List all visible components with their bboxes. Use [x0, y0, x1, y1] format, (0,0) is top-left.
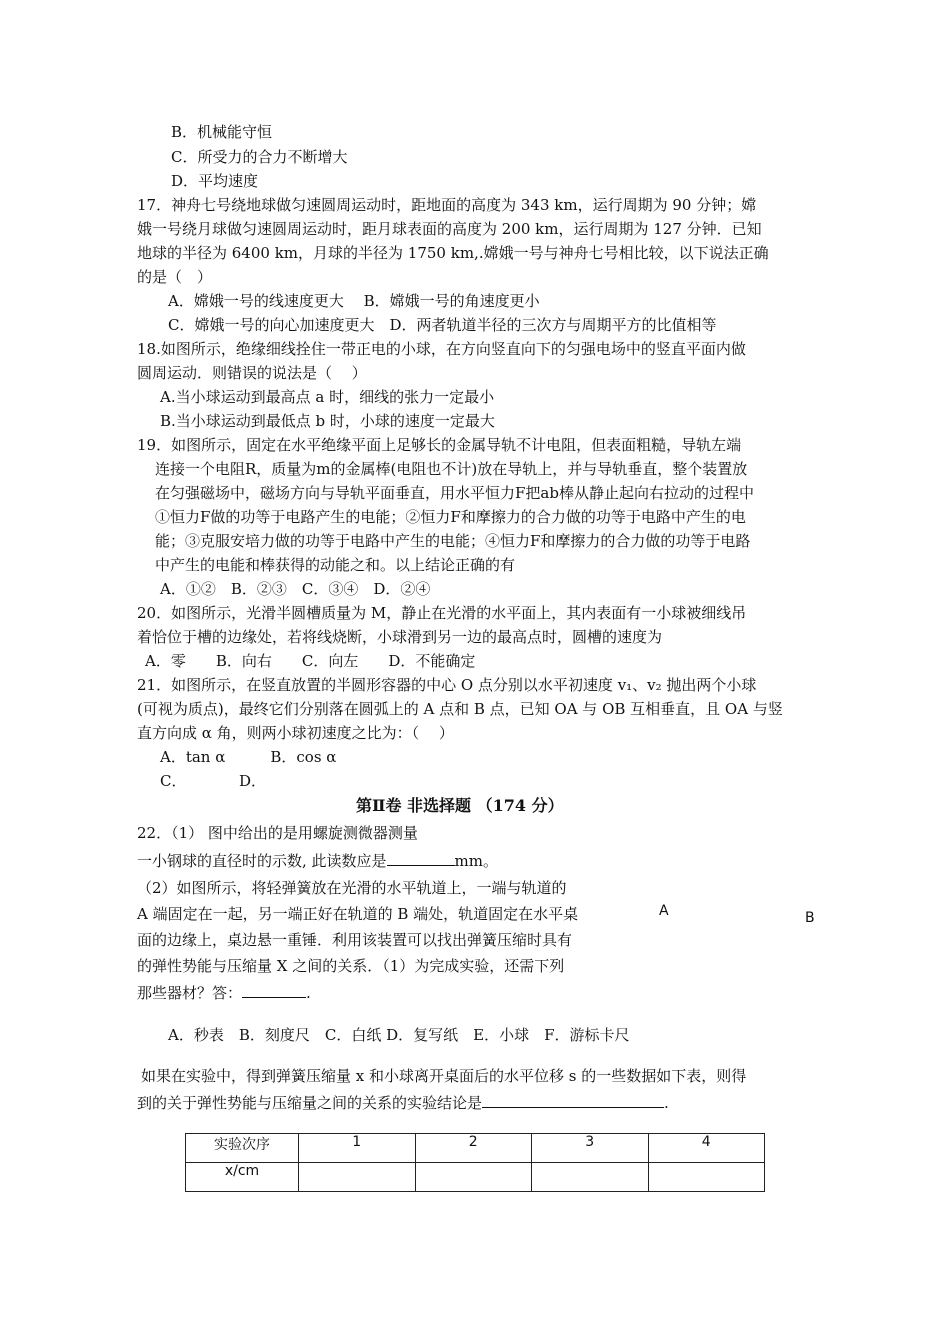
q21-options-ab: A．tan α B．cos α	[160, 748, 337, 766]
q20-line-1: 20．如图所示，光滑半圆槽质量为 M，静止在光滑的水平面上，其内表面有一小球被细线吊	[137, 604, 747, 622]
q22-line-5: 面的边缘上，桌边悬一重锤．利用该装置可以找出弹簧压缩时具有	[137, 931, 573, 949]
table-row	[186, 1134, 765, 1163]
q19-line-2: 连接一个电阻R，质量为m的金属棒(电阻也不计)放在导轨上，并与导轨垂直，整个装置放	[155, 460, 748, 478]
q22-line-4: A 端固定在一起，另一端正好在轨道的 B 端处，轨道固定在水平桌	[137, 905, 579, 923]
q19-line-4: ①恒力F做的功等于电路产生的电能；②恒力F和摩擦力的合力做的功等于电路中产生的电	[155, 508, 746, 526]
q18-option-a: A.当小球运动到最高点 a 时，细线的张力一定最小	[160, 388, 495, 406]
diagram-label-b: B	[805, 910, 815, 926]
q19-line-6: 中产生的电能和棒获得的动能之和。以上结论正确的有	[155, 556, 516, 574]
q22-line-7-end: .	[306, 984, 311, 1002]
table-cell	[299, 1163, 416, 1192]
q19-options: A．①② B．②③ C．③④ D．②④	[160, 580, 431, 598]
q21-line-3: 直方向成 α 角，则两小球初速度之比为：（ ）	[137, 724, 454, 742]
q22-line-3: （2）如图所示，将轻弹簧放在光滑的水平轨道上，一端与轨道的	[137, 879, 567, 897]
q16-option-d: D．平均速度	[171, 172, 259, 190]
q22-options: A．秒表 B．刻度尺 C．白纸 D．复写纸 E．小球 F．游标卡尺	[168, 1026, 630, 1044]
table-cell	[415, 1163, 532, 1192]
q17-line-4: 的是（ ）	[137, 268, 213, 286]
q21-line-1: 21．如图所示，在竖直放置的半圆形容器的中心 O 点分别以水平初速度 v₁、v₂ 抛出两个小球	[137, 676, 757, 694]
table-header-cell: 2	[415, 1134, 532, 1163]
q19-line-3: 在匀强磁场中，磁场方向与导轨平面垂直，用水平恒力F把ab棒从静止起向右拉动的过程中	[155, 484, 754, 502]
q22-equipment-blank	[242, 982, 306, 998]
q22-line-6: 的弹性势能与压缩量 X 之间的关系．（1）为完成实验，还需下列	[137, 957, 565, 975]
q17-line-1: 17．神舟七号绕地球做匀速圆周运动时，距地面的高度为 343 km，运行周期为 90 分钟；嫦	[137, 196, 757, 214]
q21-options-cd: C． D．	[160, 772, 267, 790]
q22-line-9-end: .	[664, 1094, 669, 1112]
table-header-cell: 3	[532, 1134, 649, 1163]
q18-option-b: B.当小球运动到最低点 b 时，小球的速度一定最大	[160, 412, 495, 430]
q20-line-2: 着恰位于槽的边缘处，若将线烧断，小球滑到另一边的最高点时，圆槽的速度为	[137, 628, 663, 646]
q22-line-1: 22．（1） 图中给出的是用螺旋测微器测量	[137, 824, 418, 842]
q22-line-2	[137, 850, 498, 871]
q18-line-1: 18.如图所示，绝缘细线拴住一带正电的小球，在方向竖直向下的匀强电场中的竖直平面内做	[137, 340, 746, 358]
q21-line-2: (可视为质点)，最终它们分别落在圆弧上的 A 点和 B 点，已知 OA 与 OB 互相垂直，且 OA 与竖	[137, 700, 783, 718]
experiment-table	[185, 1133, 765, 1192]
q22-reading-blank	[387, 850, 455, 866]
diagram-label-a: A	[659, 903, 669, 919]
section-2-title: 第Ⅱ卷 非选择题 （174 分）	[356, 796, 564, 815]
table-header-cell: 4	[648, 1134, 765, 1163]
q17-options-ab: A．嫦娥一号的线速度更大 B．嫦娥一号的角速度更小	[168, 292, 540, 310]
q17-options-cd: C．嫦娥一号的向心加速度更大 D．两者轨道半径的三次方与周期平方的比值相等	[168, 316, 717, 334]
table-row-label: x/cm	[186, 1163, 299, 1192]
table-cell	[532, 1163, 649, 1192]
table-cell	[648, 1163, 765, 1192]
q16-option-b: B．机械能守恒	[171, 123, 273, 141]
q22-line-2-text: 一小钢球的直径时的示数, 此读数应是	[137, 852, 387, 870]
q19-line-1: 19．如图所示，固定在水平绝缘平面上足够长的金属导轨不计电阻，但表面粗糙，导轨左端	[137, 436, 742, 454]
q22-unit: mm。	[454, 852, 498, 870]
q18-line-2: 圆周运动．则错误的说法是（ ）	[137, 364, 367, 382]
q22-line-9-text: 到的关于弹性势能与压缩量之间的关系的实验结论是	[137, 1094, 483, 1112]
q22-line-7-text: 那些器材？答：	[137, 984, 243, 1002]
q19-line-5: 能；③克服安培力做的功等于电路中产生的电能；④恒力F和摩擦力的合力做的功等于电路	[155, 532, 751, 550]
q22-line-7	[137, 982, 311, 1003]
q17-line-2: 娥一号绕月球做匀速圆周运动时，距月球表面的高度为 200 km，运行周期为 127 分钟．已知	[137, 220, 762, 238]
table-row	[186, 1163, 765, 1192]
q22-conclusion-blank	[482, 1092, 664, 1108]
q22-line-8: 如果在实验中，得到弹簧压缩量 x 和小球离开桌面后的水平位移 s 的一些数据如下表，则得	[141, 1067, 747, 1085]
table-header-cell: 1	[299, 1134, 416, 1163]
q20-options: A．零 B．向右 C．向左 D．不能确定	[145, 652, 476, 670]
q16-option-c: C．所受力的合力不断增大	[171, 148, 348, 166]
table-header-cell: 实验次序	[186, 1134, 299, 1163]
q17-line-3: 地球的半径为 6400 km，月球的半径为 1750 km,.嫦娥一号与神舟七号相比较，以下说法正确	[137, 244, 769, 262]
q22-line-9	[137, 1092, 669, 1113]
